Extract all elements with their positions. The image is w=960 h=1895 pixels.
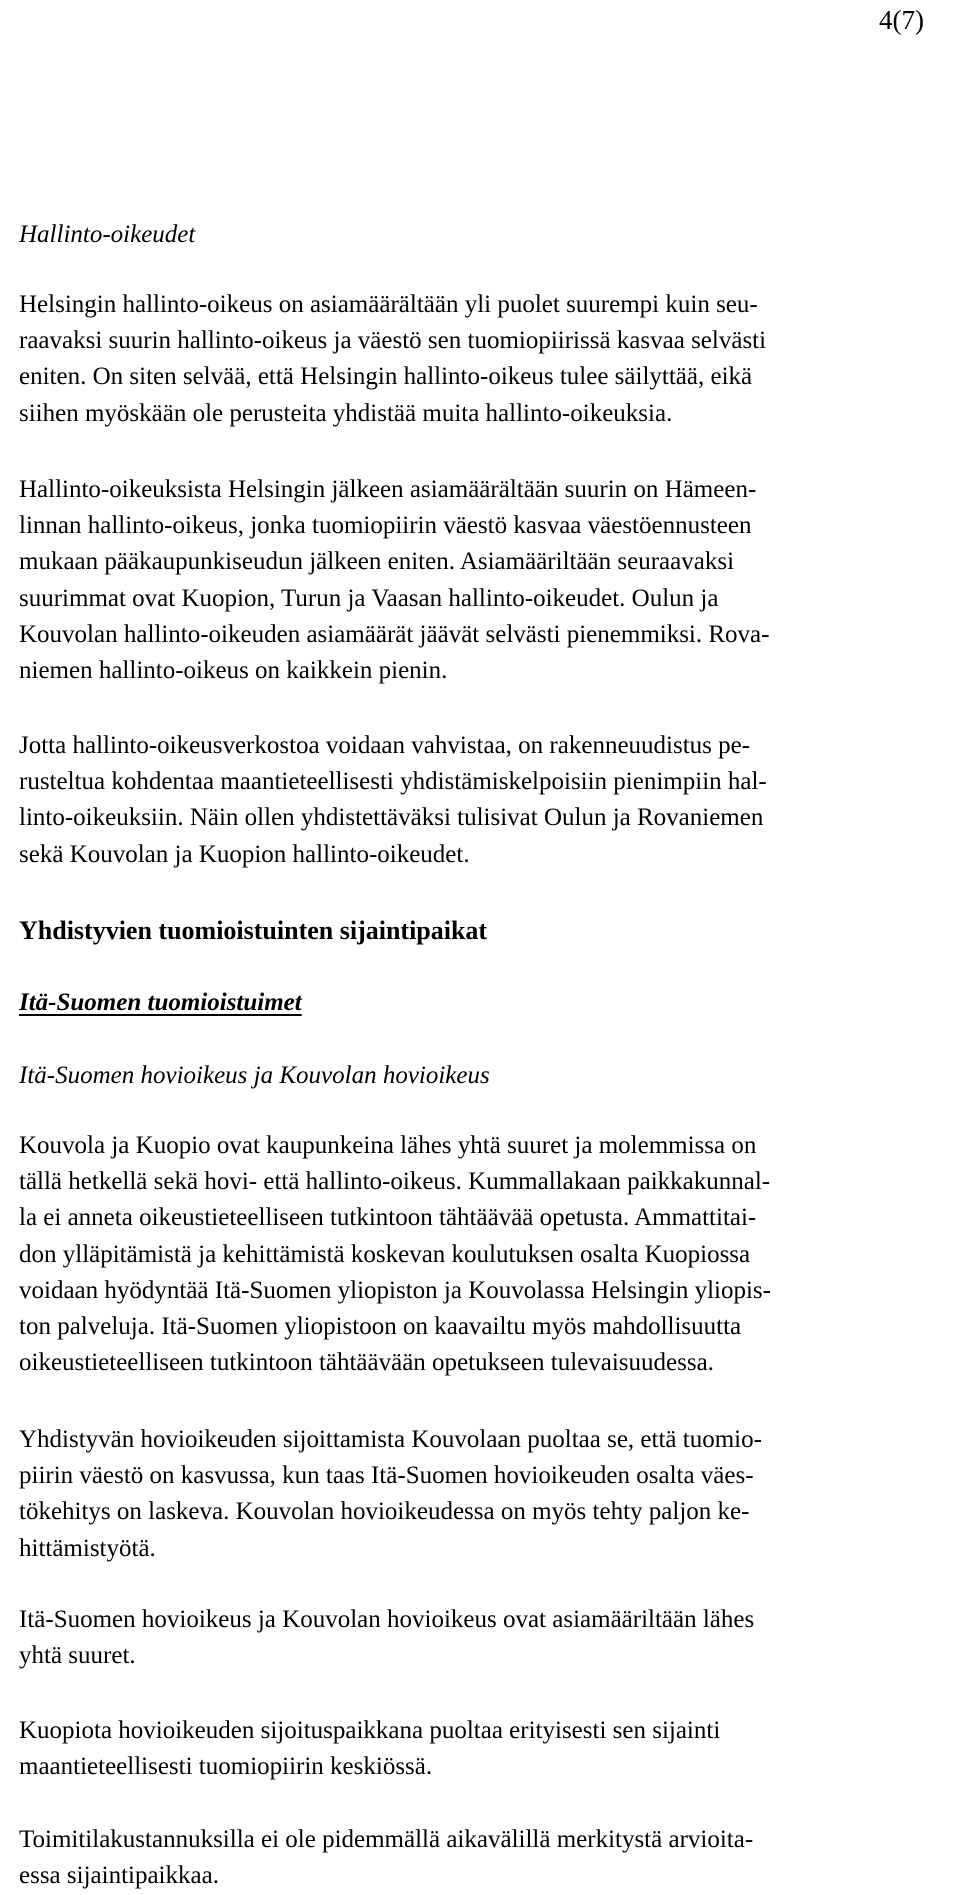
page-number: 4(7)	[879, 5, 924, 35]
section-heading-hallinto-oikeudet: Hallinto-oikeudet	[19, 221, 196, 248]
paragraph-restructuring: Jotta hallinto-oikeusverkostoa voidaan vahvistaa, on rakenneuudistus pe- rusteltua kohdentaa maantieteellisesti yhdistämiskelpoisiin pienimpiin hal- linto-oikeuksiin. Näin ollen yhdistettäväksi tulisivat Oulun ja Rovaniemen sekä Kouvolan ja Kuopion hallinto-oikeudet.	[19, 732, 767, 868]
subheading-appeal-courts: Itä-Suomen hovioikeus ja Kouvolan hovioikeus	[19, 1062, 490, 1089]
paragraph-facility-costs: Toimitilakustannuksilla ei ole pidemmällä aikavälillä merkitystä arvioita- essa sijaintipaikkaa.	[19, 1826, 754, 1890]
subheading-eastern-courts: Itä-Suomen tuomioistuimet	[19, 989, 302, 1016]
paragraph-kuopio-location: Kuopiota hovioikeuden sijoituspaikkana puoltaa erityisesti sen sijainti maantieteellisesti tuomiopiirin keskiössä.	[19, 1717, 721, 1781]
paragraph-court-sizes: Hallinto-oikeuksista Helsingin jälkeen asiamäärältään suurin on Hämeen- linnan hallinto-oikeus, jonka tuomiopiirin väestö kasvaa väestöennusteen mukaan pääkaupunkiseudun jälkeen eniten. Asiamääriltään seuraavaksi suurimmat ovat Kuopion, Turun ja Vaasan hallinto-oikeudet. Oulun ja Kouvolan hallinto-oikeuden asiamäärät jäävät selvästi pienemmiksi. Rova- niemen hallinto-oikeus on kaikkein pienin.	[19, 476, 770, 685]
paragraph-kouvola-kuopio: Kouvola ja Kuopio ovat kaupunkeina lähes yhtä suuret ja molemmissa on tällä hetkellä sekä hovi- että hallinto-oikeus. Kummallakaan paikkakunnal- la ei anneta oikeustieteelliseen tutkintoon tähtäävää opetusta. Ammattitai- don ylläpitämistä ja kehittämistä koskevan koulutuksen osalta Kuopiossa voidaan hyödyntää Itä-Suomen yliopiston ja Kouvolassa Helsingin yliopis- ton palveluja. Itä-Suomen yliopistoon on kaavailtu myös mahdollisuutta oikeustieteelliseen tutkintoon tähtäävään opetukseen tulevaisuudessa.	[19, 1132, 771, 1377]
main-heading-locations: Yhdistyvien tuomioistuinten sijaintipaikat	[19, 916, 488, 945]
paragraph-helsinki-court: Helsingin hallinto-oikeus on asiamäärältään yli puolet suurempi kuin seu- raavaksi suurin hallinto-oikeus ja väestö sen tuomiopiirissä kasvaa selvästi eniten. On siten selvää, että Helsingin hallinto-oikeus tulee säilyttää, eikä siihen myöskään ole perusteita yhdistää muita hallinto-oikeuksia.	[19, 291, 767, 427]
paragraph-kouvola-placement: Yhdistyvän hovioikeuden sijoittamista Kouvolaan puoltaa se, että tuomio- piirin väestö on kasvussa, kun taas Itä-Suomen hovioikeuden osalta väes- tökehitys on laskeva. Kouvolan hovioikeudessa on myös tehty paljon ke- hittämistyötä.	[19, 1426, 762, 1562]
paragraph-case-volumes: Itä-Suomen hovioikeus ja Kouvolan hovioikeus ovat asiamääriltään lähes yhtä suuret.	[19, 1606, 755, 1670]
